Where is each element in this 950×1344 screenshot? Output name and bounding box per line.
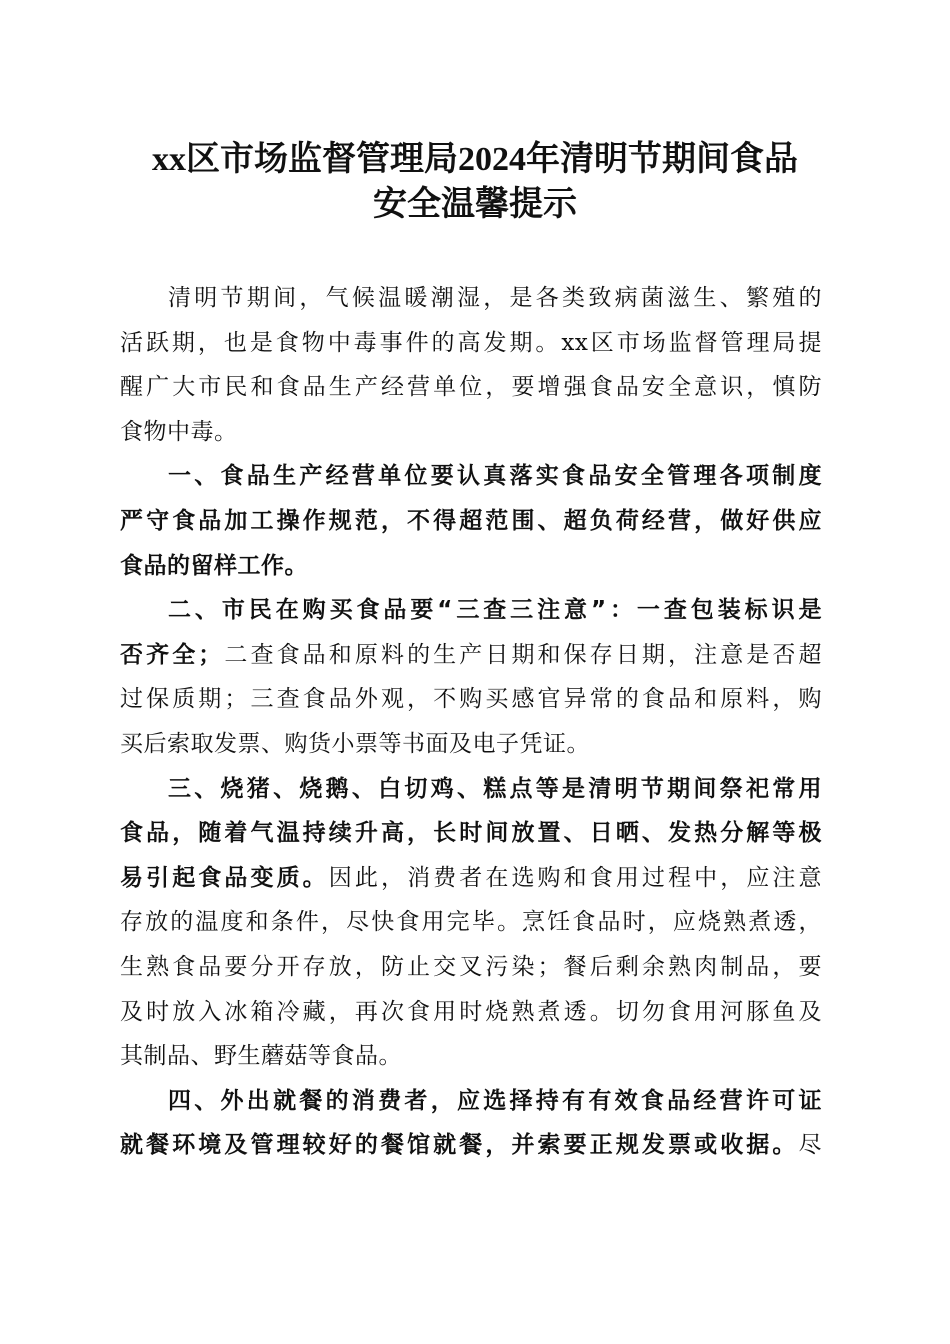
bold-text-segment: 二、市民在购买食品要“三查三注意”：一查包装标识是: [168, 597, 822, 624]
text-segment: 生熟食品要分开存放，防止交叉污染；餐后剩余熟肉制品，要: [120, 953, 822, 980]
bold-text-segment: 严守食品加工操作规范，不得超范围、超负荷经营，做好供应: [120, 507, 822, 534]
text-segment: 因此，消费者在选购和食用过程中，应注意: [328, 864, 823, 891]
text-line: [120, 499, 822, 544]
text-line: [120, 365, 822, 410]
text-segment: 存放的温度和条件，尽快食用完毕。烹饪食品时，应烧熟煮透，: [120, 909, 822, 936]
document-body: [120, 276, 822, 1168]
text-segment: 其制品、野生蘑菇等食品。: [120, 1043, 402, 1070]
bold-text-segment: 四、外出就餐的消费者，应选择持有有效食品经营许可证: [168, 1087, 822, 1114]
text-line: [120, 945, 822, 990]
text-line: [120, 811, 822, 856]
text-line: [120, 454, 822, 499]
bold-text-segment: 就餐环境及管理较好的餐馆就餐，并索要正规发票或收据。: [120, 1132, 799, 1159]
text-line: [120, 856, 822, 901]
text-line: [120, 1079, 822, 1124]
text-segment: 买后索取发票、购货小票等书面及电子凭证。: [120, 730, 590, 757]
text-line: [120, 276, 822, 321]
text-line: [120, 677, 822, 722]
bold-text-segment: 一、食品生产经营单位要认真落实食品安全管理各项制度: [168, 463, 822, 490]
text-segment: 清明节期间，气候温暖潮湿，是各类致病菌滋生、繁殖的: [168, 285, 822, 311]
document-title-line-2: 安全温馨提示: [373, 186, 577, 223]
text-line: [120, 410, 822, 455]
text-segment: 二查食品和原料的生产日期和保存日期，注意是否超: [221, 641, 823, 668]
text-segment: 食物中毒。: [120, 418, 238, 445]
bold-text-segment: 食品的留样工作。: [120, 552, 308, 579]
text-line: [120, 588, 822, 633]
text-line: [120, 1034, 822, 1079]
text-segment: 及时放入冰箱冷藏，再次食用时烧熟煮透。切勿食用河豚鱼及: [120, 998, 822, 1025]
bold-text-segment: 三、烧猪、烧鹅、白切鸡、糕点等是清明节期间祭祀常用: [168, 775, 822, 802]
text-line: [120, 767, 822, 812]
text-line: [120, 722, 822, 767]
text-segment: 过保质期；三查食品外观，不购买感官异常的食品和原料，购: [120, 686, 822, 713]
text-line: [120, 633, 822, 678]
bold-text-segment: 否齐全；: [120, 641, 222, 668]
text-segment: 醒广大市民和食品生产经营单位，要增强食品安全意识，慎防: [120, 374, 822, 401]
document-title-line-1: xx区市场监督管理局2024年清明节期间食品: [152, 141, 798, 178]
text-segment: 活跃期，也是食物中毒事件的高发期。xx区市场监督管理局提: [120, 329, 822, 356]
bold-text-segment: 易引起食品变质。: [120, 864, 329, 891]
bold-text-segment: 食品，随着气温持续升高，长时间放置、日晒、发热分解等极: [120, 820, 822, 847]
text-line: [120, 900, 822, 945]
text-line: [120, 321, 822, 366]
text-line: [120, 1123, 822, 1168]
text-segment: 尽: [798, 1132, 822, 1159]
text-line: [120, 990, 822, 1035]
text-line: [120, 544, 822, 589]
